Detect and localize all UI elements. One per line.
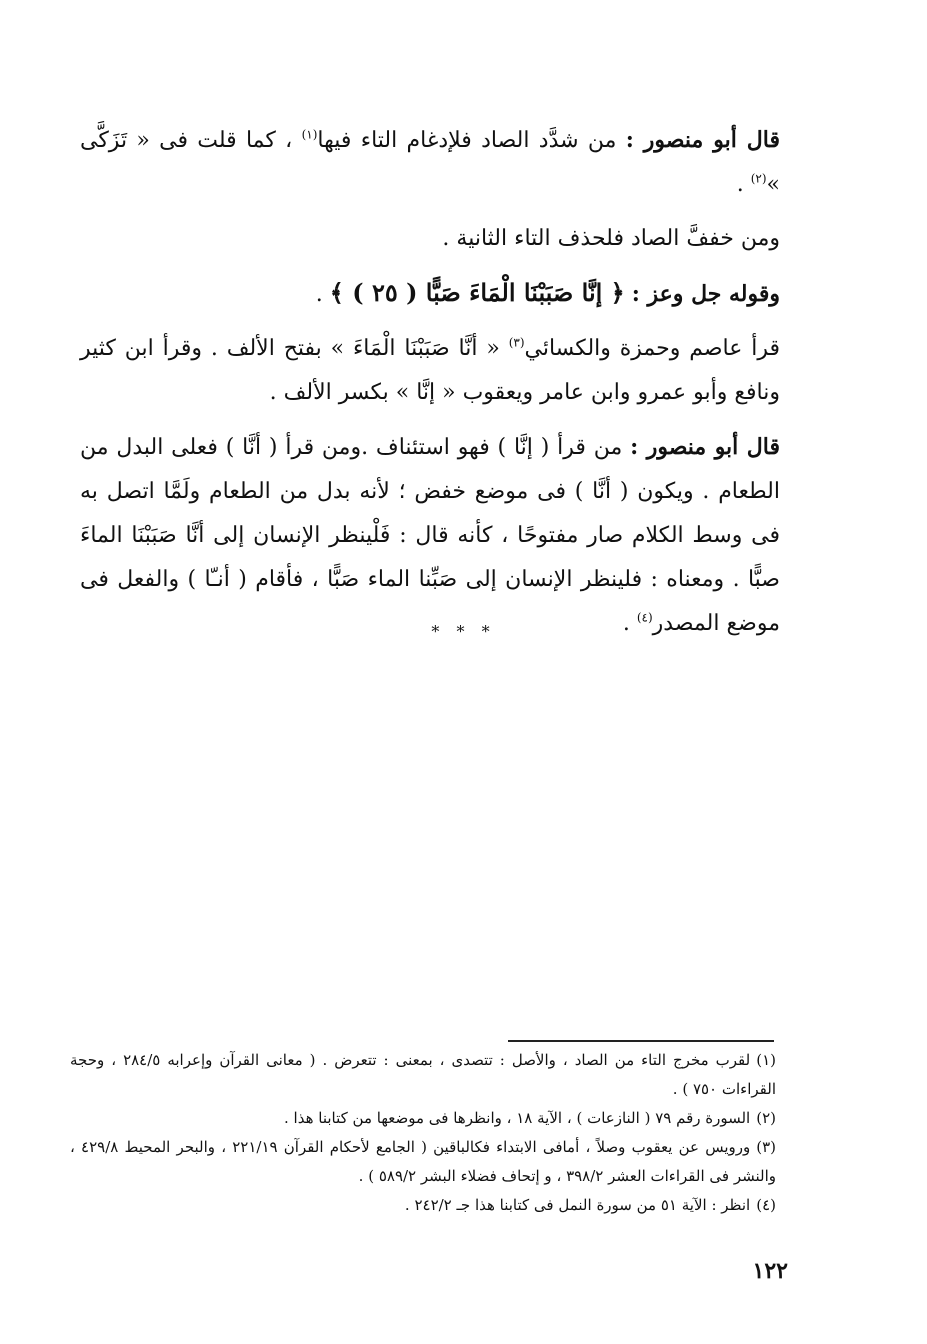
paragraph-end: .: [736, 172, 744, 197]
footnote-text: السورة رقم ٧٩ ( النازعات ) ، الآية ١٨ ، وانظرها فى موضعها من كتابنا هذا .: [284, 1109, 751, 1127]
footnote-text: انظر : الآية ٥١ من سورة النمل فى كتابنا هذا جـ ٢٤٢/٢ .: [404, 1196, 751, 1214]
footnote-text: لقرب مخرج التاء من الصاد ، والأصل : تتصدى ، بمعنى : تتعرض . ( معانى القرآن وإعرابه ٢٨٤/٥ ، وحجة القراءات ٧٥٠ ) .: [70, 1051, 776, 1098]
paragraph-5: [80, 425, 780, 646]
paragraph-2: ومن خففَّ الصاد فلحذف التاء الثانية .: [442, 226, 780, 251]
footnote-item: [70, 1104, 776, 1133]
footnote-ref[interactable]: (٤): [636, 610, 653, 625]
paragraph-3: [80, 271, 780, 317]
speaker-label: قال أبو منصور :: [625, 127, 781, 153]
paragraph-end: .: [622, 611, 630, 636]
footnote-ref[interactable]: (١): [301, 127, 318, 142]
footnote-text: ورويس عن يعقوب وصلاً ، أمافى الابتداء فكالباقين ( الجامع لأحكام القرآن ٢٢١/١٩ ، والبحر المحيط ٤٢٩/٨ ، والنشر فى القراءات العشر ٣٩٨/٢ ، و إتحاف فضلاء البشر ٥٨٩/٢ ) .: [70, 1138, 776, 1185]
footnote-ref[interactable]: (٢): [750, 171, 767, 186]
verse-intro: وقوله جل وعز :: [631, 281, 780, 307]
paragraph-text: قرأ عاصم وحمزة والكسائي: [524, 336, 780, 361]
footnotes: [70, 1046, 776, 1220]
speaker-label: قال أبو منصور :: [630, 434, 780, 460]
paragraph-1: [80, 118, 780, 207]
quran-verse: ﴿ إنَّا صَبَبْنَا الْمَاءَ صَبًّا ( ٢٥ ) ﴾: [329, 278, 625, 307]
footnote-item: [70, 1046, 776, 1104]
paragraph-4: [80, 327, 780, 415]
footnote-divider: [508, 1040, 774, 1042]
page-number: ١٢٢: [752, 1258, 788, 1284]
main-text: [80, 118, 780, 646]
footnote-item: [70, 1191, 776, 1220]
footnote-number: (١): [756, 1051, 776, 1069]
paragraph-text: من قرأ ( إنَّا ) فهو استئناف .ومن قرأ ( أنَّا ) فعلى البدل من الطعام . ويكون ( أنَّا ) فى موضع خفض ؛ لأنه بدل من الطعام ولَمَّا اتصل به فى وسط الكلام صار مفتوحًا ، كأنه قال : فَلْينظر الإنسان إلى أنَّا صَبَبْنَا الماءَ صبًّا . ومعناه : فلينظر الإنسان إلى صَبِّنا الماء صَبًّا ، فأقام ( أنـّا ) والفعل فى موضع المصدر: [80, 435, 780, 636]
footnote-ref[interactable]: (٣): [508, 335, 525, 350]
paragraph-text: من شدَّد الصاد فلإدغام التاء فيها: [317, 128, 617, 153]
paragraph-end: .: [315, 282, 323, 307]
footnote-number: (٣): [756, 1138, 777, 1156]
paragraph-text: « أنَّا صَبَبْنَا الْمَاءَ » بفتح الألف . وقرأ ابن كثير ونافع وأبو عمرو وابن عامر ويعقوب « إنَّا » بكسر الألف .: [80, 336, 780, 405]
section-separator: * * *: [431, 622, 496, 641]
footnote-number: (٢): [756, 1109, 776, 1127]
footnote-item: [70, 1133, 776, 1191]
paragraph-text: ، كما قلت فى « تَزَكَّى »: [80, 128, 780, 197]
footnote-number: (٤): [756, 1196, 776, 1214]
